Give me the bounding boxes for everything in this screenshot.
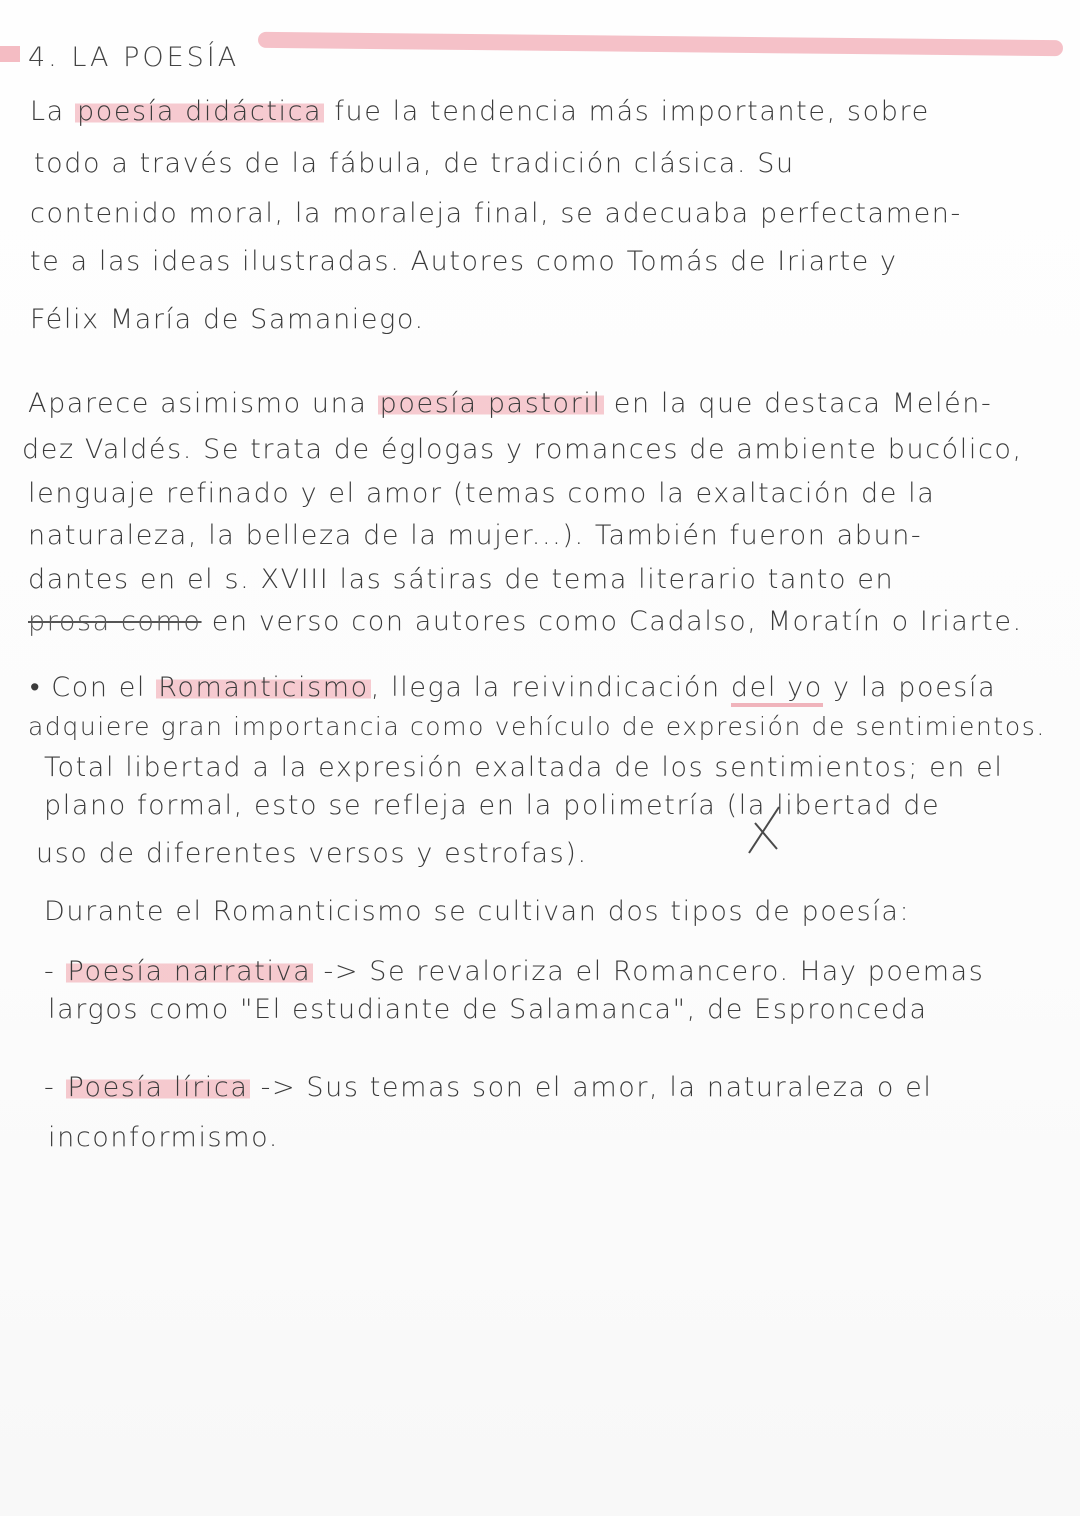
dash: - — [44, 956, 56, 987]
p2-line-1: Aparece asimismo una poesía pastoril en la que destaca Melén- — [28, 388, 993, 419]
section-title — [0, 28, 1080, 74]
arrow-icon: -> — [313, 956, 370, 987]
highlight-poesia-lirica: Poesía lírica — [67, 1072, 249, 1103]
highlight-romanticismo: Romanticismo — [158, 672, 369, 703]
highlight-poesia-pastoril: poesía pastoril — [379, 388, 602, 419]
arrow-icon: -> — [250, 1072, 307, 1103]
p2-line-6: prosa como en verso con autores como Cadalso, Moratín o Iriarte. — [28, 606, 1023, 637]
p4-line-1: Durante el Romanticismo se cultivan dos tipos de poesía: — [44, 896, 911, 927]
p1-line-4: te a las ideas ilustradas. Autores como Tomás de Iriarte y — [30, 246, 898, 277]
section-number: 4. — [28, 42, 60, 73]
section-title-text — [28, 42, 239, 73]
highlight-poesia-narrativa: Poesía narrativa — [67, 956, 312, 987]
title-highlight-bar — [258, 32, 1063, 56]
list-item-narrativa-line-2: largos como "El estudiante de Salamanca", de Espronceda — [48, 994, 928, 1025]
cross-mark-icon — [745, 805, 785, 855]
p3-line-3: Total libertad a la expresión exaltada de los sentimientos; en el — [44, 752, 1004, 783]
p1-line-2: todo a través de la fábula, de tradición clásica. Su — [34, 148, 795, 179]
underlined-del-yo: del yo — [731, 672, 823, 707]
p2-line-5: dantes en el s. XVIII las sátiras de tema literario tanto en — [28, 564, 895, 595]
dash: - — [44, 1072, 56, 1103]
highlight-poesia-didactica: poesía didáctica — [76, 96, 323, 127]
p1-line-1: La poesía didáctica fue la tendencia más importante, sobre — [30, 96, 930, 127]
section-heading: LA POESÍA — [71, 42, 240, 73]
struck-text: prosa como — [28, 606, 202, 637]
p2-line-2: dez Valdés. Se trata de églogas y romances de ambiente bucólico, — [22, 434, 1023, 465]
bullet-icon: • — [30, 672, 42, 703]
list-item-lirica-line-2: inconformismo. — [48, 1122, 279, 1153]
p3-line-5: uso de diferentes versos y estrofas). — [36, 838, 588, 869]
p3-line-4: plano formal, esto se refleja en la polimetría (la libertad de — [44, 790, 941, 821]
list-item-narrativa-line-1: - Poesía narrativa -> Se revaloriza el Romancero. Hay poemas — [44, 956, 985, 987]
p1-line-5: Félix María de Samaniego. — [30, 304, 425, 335]
p1-line-3: contenido moral, la moraleja final, se adecuaba perfectamen- — [30, 198, 962, 229]
p3-line-2: adquiere gran importancia como vehículo de expresión de sentimientos. — [28, 712, 1046, 741]
p2-line-3: lenguaje refinado y el amor (temas como la exaltación de la — [28, 478, 936, 509]
p3-line-1: • Con el Romanticismo, llega la reivindicación del yo y la poesía — [30, 672, 996, 703]
p2-line-4: naturaleza, la belleza de la mujer...). También fueron abun- — [28, 520, 923, 551]
list-item-lirica-line-1: - Poesía lírica -> Sus temas son el amor, la naturaleza o el — [44, 1072, 933, 1103]
highlight-mark — [0, 46, 20, 62]
